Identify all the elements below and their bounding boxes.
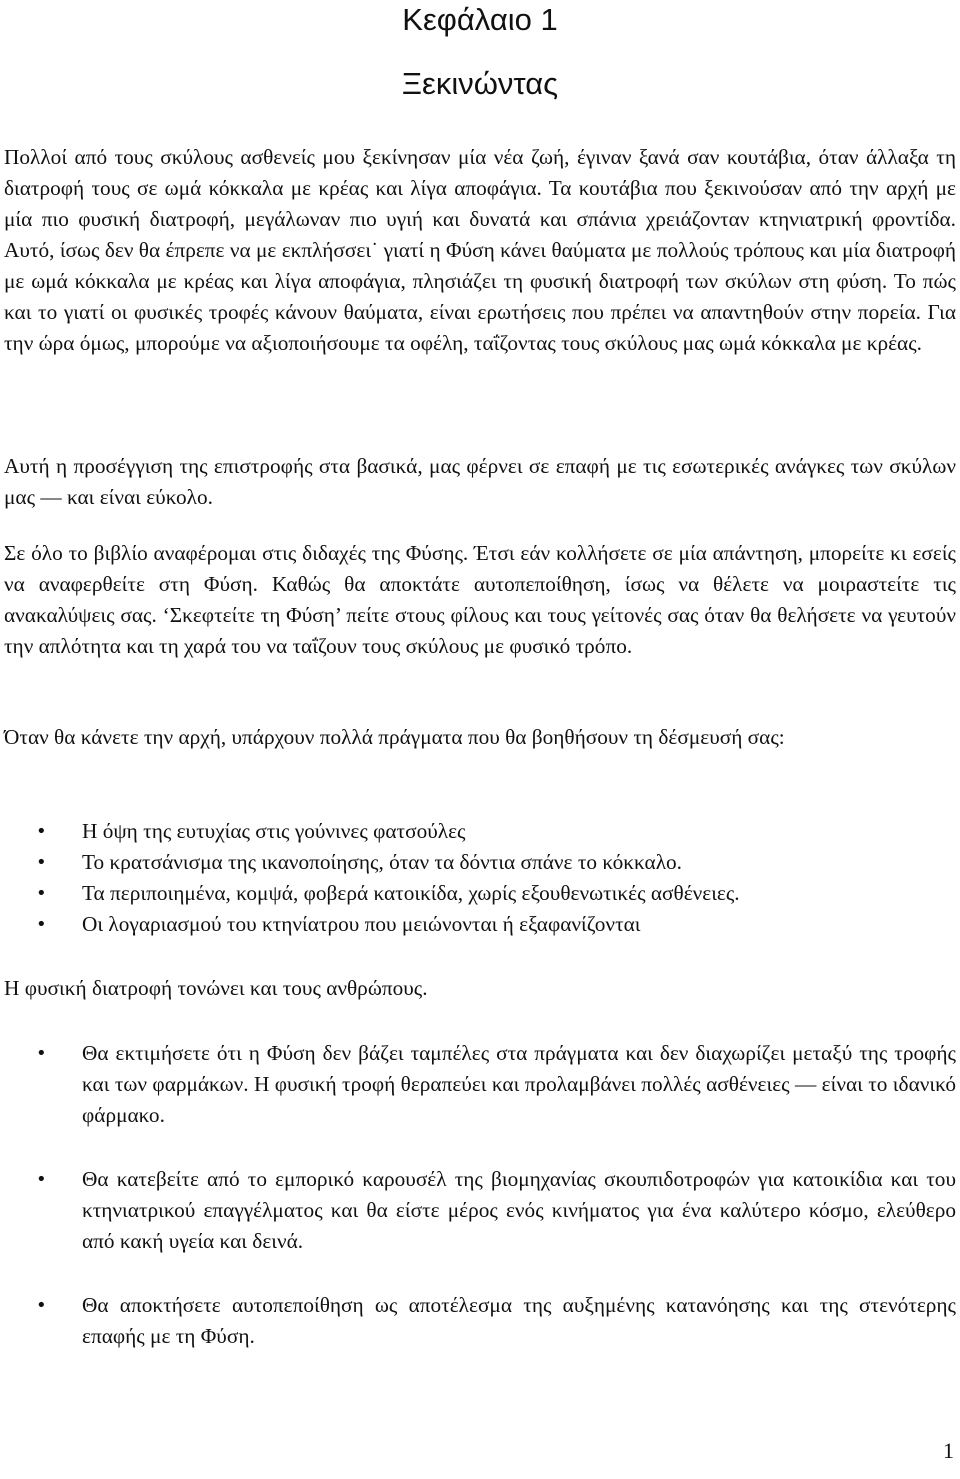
bullet-icon: •	[36, 1295, 47, 1316]
list-item-text: Θα εκτιμήσετε ότι η Φύση δεν βάζει ταμπέλες στα πράγματα και δεν διαχωρίζει μεταξύ της τροφής και των φαρμάκων. Η φυσική τροφή θεραπεύει και προλαμβάνει πολλές ασθένειες — είναι το ιδανικό φάρμακο.	[82, 1041, 956, 1127]
bullet-list-benefits	[4, 1038, 956, 1352]
list-item	[4, 909, 956, 940]
list-item	[4, 816, 956, 847]
chapter-number: Κεφάλαιο 1	[402, 2, 558, 37]
list-item-text: Η όψη της ευτυχίας στις γούνινες φατσούλες	[82, 819, 466, 843]
bullet-icon: •	[36, 883, 47, 904]
paragraph-think-nature: Σε όλο το βιβλίο αναφέρομαι στις διδαχές της Φύσης. Έτσι εάν κολλήσετε σε μία απάντηση, μπορείτε κι εσείς να αναφερθείτε στη Φύση. Καθώς θα αποκτάτε αυτοπεποίθηση, ίσως να θέλετε να μοιραστείτε τις ανακαλύψεις σας. ‘Σκεφτείτε τη Φύση’ πείτε στους φίλους και τους γείτονές σας όταν θα θελήσετε να γευτούν την απλότητα και τη χαρά του να ταΐζουν τους σκύλους με φυσικό τρόπο.	[4, 541, 956, 658]
paragraph-back-to-basics: Αυτή η προσέγγιση της επιστροφής στα βασικά, μας φέρνει σε επαφή με τις εσωτερικές ανάγκες των σκύλων μας — και είναι εύκολο.	[4, 454, 956, 509]
list-item-text: Θα κατεβείτε από το εμπορικό καρουσέλ της βιομηχανίας σκουπιδοτροφών για κατοικίδια και του κτηνιατρικού επαγγέλματος και θα είστε μέρος ενός κινήματος για ένα καλύτερο κόσμο, ελεύθερο από κακή υγεία και δεινά.	[82, 1167, 956, 1253]
list-item-text: Θα αποκτήσετε αυτοπεποίθηση ως αποτέλεσμα της αυξημένης κατανόησης και της στενότερης επαφής με τη Φύση.	[82, 1293, 956, 1348]
bullet-list-commitment	[4, 816, 956, 940]
bullet-icon: •	[36, 1043, 47, 1064]
list-item	[4, 1164, 956, 1257]
bullet-icon: •	[36, 852, 47, 873]
paragraph-getting-started: Όταν θα κάνετε την αρχή, υπάρχουν πολλά πράγματα που θα βοηθήσουν τη δέσμευσή σας:	[4, 725, 785, 749]
list-item-text: Τα περιποιημένα, κομψά, φοβερά κατοικίδα, χωρίς εξουθενωτικές ασθένειες.	[82, 881, 740, 905]
list-item	[4, 1290, 956, 1352]
page-number: 1	[943, 1438, 954, 1463]
bullet-icon: •	[36, 1169, 47, 1190]
bullet-icon: •	[36, 914, 47, 935]
list-item-text: Το κρατσάνισμα της ικανοποίησης, όταν τα δόντια σπάνε το κόκκαλο.	[82, 850, 683, 874]
paragraph-intro: Πολλοί από τους σκύλους ασθενείς μου ξεκίνησαν μία νέα ζωή, έγιναν ξανά σαν κουτάβια, όταν άλλαξα τη διατροφή τους σε ωμά κόκκαλα με κρέας και λίγα αποφάγια. Τα κουτάβια που ξεκινούσαν από την αρχή με μία πιο φυσική διατροφή, μεγάλωναν πιο υγιή και δυνατά και σπάνια χρειάζονταν κτηνιατρική φροντίδα. Αυτό, ίσως δεν θα έπρεπε να με εκπλήσσει˙ γιατί η Φύση κάνει θαύματα με πολλούς τρόπους και μία διατροφή με ωμά κόκκαλα με κρέας και λίγα αποφάγια, πλησιάζει τη φυσική διατροφή των σκύλων στη φύση. Το πώς και το γιατί οι φυσικές τροφές κάνουν θαύματα, είναι ερωτήσεις που πρέπει να απαντηθούν στην πορεία. Για την ώρα όμως, μπορούμε να αξιοποιήσουμε τα οφέλη, ταΐζοντας τους σκύλους μας ωμά κόκκαλα με κρέας.	[4, 145, 956, 355]
list-item	[4, 847, 956, 878]
paragraph-humans: Η φυσική διατροφή τονώνει και τους ανθρώπους.	[4, 976, 428, 1000]
list-item	[4, 878, 956, 909]
bullet-icon: •	[36, 821, 47, 842]
list-item-text: Οι λογαριασμού του κτηνίατρου που μειώνονται ή εξαφανίζονται	[82, 912, 641, 936]
chapter-title: Ξεκινώντας	[401, 66, 559, 101]
list-item	[4, 1038, 956, 1131]
